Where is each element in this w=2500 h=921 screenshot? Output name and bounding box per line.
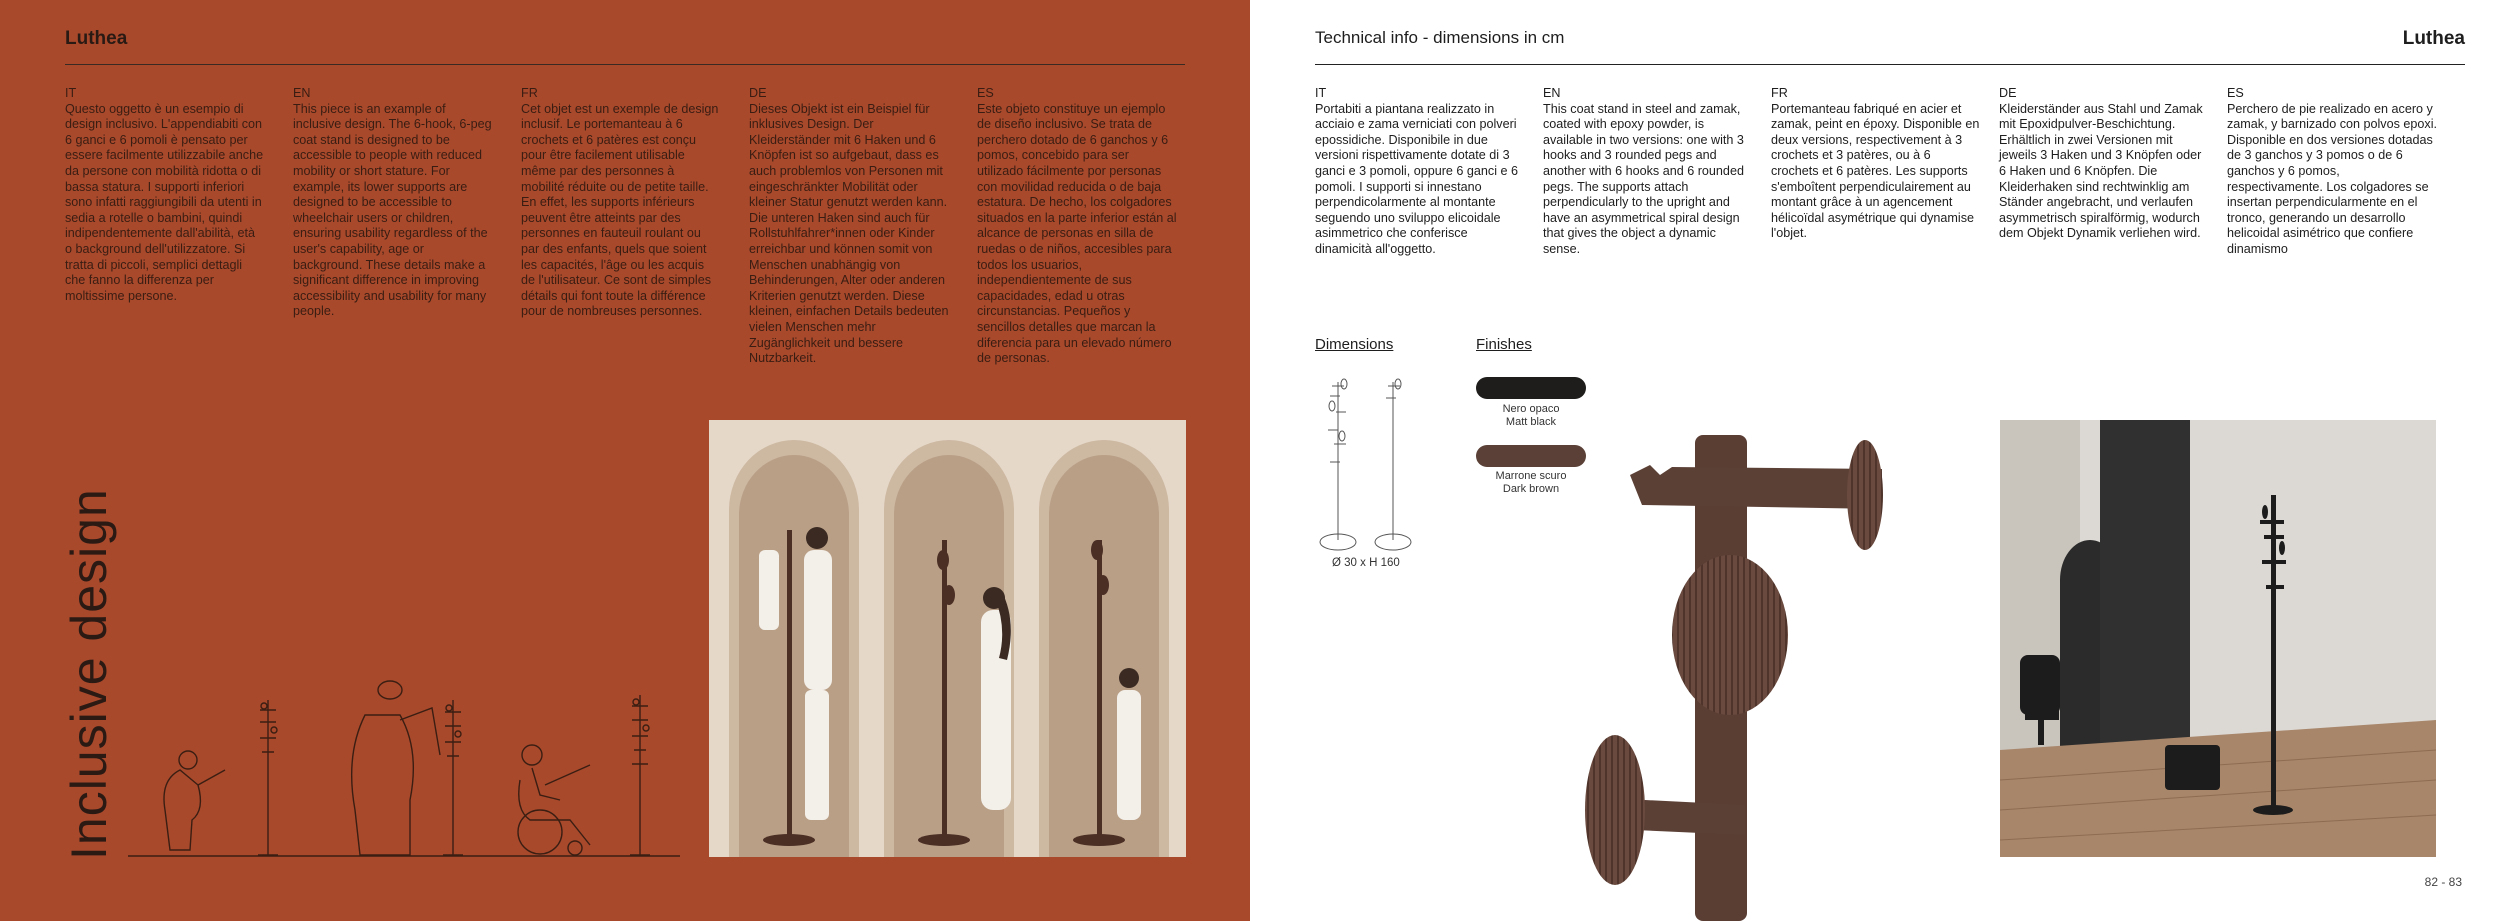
dimensions-label: Ø 30 x H 160 — [1332, 557, 1400, 569]
column-body: Questo oggetto è un esempio di design inclusivo. L'appendiabiti con 6 ganci e 6 pomoli è pensato per essere facilmente utilizzabile anche da persone con mobilità ridotta o di bassa statura. I supporti inferiori sono infatti raggiungibili da utenti in sedia a rotelle o bambini, quindi indipendentemente dall'abilità, età o background dell'utilizzatore. Si tratta di piccoli, semplici dettagli che fanno la differenza per moltissime persone. — [65, 101, 264, 303]
spec-column-fr — [1771, 86, 1981, 242]
technical-info-title: Technical info - dimensions in cm — [1315, 28, 1565, 47]
text-column-it — [65, 86, 265, 304]
finishes-heading: Finishes — [1476, 336, 1532, 353]
language-code: EN — [1543, 86, 1561, 100]
language-code: ES — [2227, 86, 2244, 100]
finish-name-it: Marrone scuro — [1495, 470, 1567, 482]
finish-label-dark-brown — [1476, 470, 1586, 496]
column-body: Dieses Objekt ist ein Beispiel für inklusives Design. Der Kleiderständer mit 6 Haken und 6 Knöpfen ist so aufgebaut, dass es auch problemlos von Personen mit eingeschränkter Mobilität oder kleiner Statur genutzt werden kann. Die unteren Haken sind auch für Rollstuhlfahrer*innen oder Kinder erreichbar und können somit von Menschen unabhängig von Behinderungen, Alter oder anderen Kriterien genutzt werden. Diese kleinen, einfachen Details bedeuten vielen Menschen mehr Zugänglichkeit und bessere Nutzbarkeit. — [749, 101, 949, 366]
brand-name: Luthea — [2402, 28, 2465, 49]
language-code: IT — [1315, 86, 1327, 100]
column-body: Cet objet est un exemple de design inclusif. Le portemanteau à 6 crochets et 6 patères est conçu pour être facilement utilisable même par des personnes à mobilité réduite ou de petite taille. En effet, les supports inférieurs peuvent être atteints par des personnes en fauteuil roulant ou par des enfants, quels que soient les capacités, l'âge ou les acquis de l'utilisateur. Ce sont de simples détails qui font toute la différence pour de nombreuses personnes. — [521, 101, 719, 319]
finish-name-it: Nero opaco — [1502, 403, 1560, 415]
finish-label-matt-black — [1476, 403, 1586, 429]
spec-column-it — [1315, 86, 1525, 258]
dimension-drawing — [1318, 372, 1418, 552]
finish-swatch-matt-black — [1476, 377, 1586, 399]
right-page — [1250, 0, 2500, 921]
language-code: FR — [521, 86, 538, 100]
spec-column-de — [1999, 86, 2209, 242]
finish-name-en: Dark brown — [1502, 483, 1560, 495]
text-column-fr — [521, 86, 721, 320]
column-body: Portemanteau fabriqué en acier et zamak, peint en époxy. Disponible en deux versions, respectivement à 3 crochets et 3 patères, ou à 6 crochets et 6 patères. Les supports s'emboîtent perpendiculairement au montant grâce à un agencement hélicoïdal asymétrique qui dynamise l'objet. — [1771, 101, 1980, 241]
product-closeup-photo — [1575, 410, 1955, 921]
finish-name-en: Matt black — [1505, 416, 1557, 428]
column-body: Este objeto constituye un ejemplo de diseño inclusivo. Se trata de perchero dotado de 6 ganchos y 6 pomos, concebido para ser utilizado fácilmente por personas con movilidad reducida o de baja estatura. De hecho, los colgadores situados en la parte inferior están al alcance de personas en silla de ruedas o de niños, accesibles para todos los usuarios, independientemente de sus capacidades, edad u otras circunstancias. Pequeños y sencillos detalles que marcan la diferencia para un elevado número de personas. — [977, 101, 1177, 366]
brand-name: Luthea — [65, 28, 128, 49]
spec-column-en — [1543, 86, 1753, 258]
column-body: This piece is an example of inclusive design. The 6-hook, 6-peg coat stand is designed to be accessible to people with reduced mobility or short stature. For example, its lower supports are designed to be accessible to wheelchair users or children, ensuring usability regardless of the user's capability, age or background. These details make a significant difference in improving accessibility and usability for many people. — [293, 101, 492, 319]
language-code: FR — [1771, 86, 1788, 100]
header-rule — [1315, 64, 2465, 65]
header-rule — [65, 64, 1185, 65]
column-body: Portabiti a piantana realizzato in acciaio e zama verniciati con polveri epossidiche. Disponibile in due versioni rispettivamente dotate di 3 ganci e 3 pomoli, oppure 6 ganci e 6 pomoli. I supporti si innestano perpendicolarmente al montante seguendo uno sviluppo elicoidale asimmetrico che conferisce dinamicità all'oggetto. — [1315, 101, 1519, 256]
language-code: DE — [749, 86, 767, 100]
text-column-de — [749, 86, 949, 367]
dimensions-heading: Dimensions — [1315, 336, 1394, 353]
column-body: This coat stand in steel and zamak, coated with epoxy powder, is available in two versions: one with 3 hooks and 3 rounded pegs and another with 6 hooks and 6 rounded pegs. The supports attach perpendicularly to the upright and have an asymmetrical spiral design that gives the object a dynamic sense. — [1543, 101, 1744, 256]
language-code: IT — [65, 86, 77, 100]
language-code: EN — [293, 86, 311, 100]
text-column-en — [293, 86, 493, 320]
spec-column-es — [2227, 86, 2437, 258]
vertical-title: Inclusive design — [61, 488, 117, 860]
inclusive-sketch-illustration — [120, 660, 690, 860]
interior-photo — [2000, 420, 2436, 857]
column-body: Kleiderständer aus Stahl und Zamak mit Epoxidpulver-Beschichtung. Erhältlich in zwei Versionen mit jeweils 3 Haken und 3 Knöpfen oder 6 Haken und 6 Knöpfen. Die Kleiderhaken sind rechtwinklig am Ständer angebracht, und verlaufen asymmetrisch spiralförmig, wodurch dem Objekt Dynamik verliehen wird. — [1999, 101, 2203, 241]
finish-swatch-dark-brown — [1476, 445, 1586, 467]
text-column-es — [977, 86, 1177, 367]
lifestyle-photo — [709, 420, 1186, 857]
column-body: Perchero de pie realizado en acero y zamak, y barnizado con polvos epoxi. Disponible en dos versiones dotadas de 3 ganchos y 3 pomos o de 6 ganchos y 6 pomos, respectivamente. Los colgadores se insertan perpendicularmente en el tronco, generando un desarrollo helicoidal asimétrico que confiere dinamismo — [2227, 101, 2438, 256]
language-code: ES — [977, 86, 994, 100]
page-number: 82 - 83 — [2424, 875, 2462, 889]
language-code: DE — [1999, 86, 2017, 100]
